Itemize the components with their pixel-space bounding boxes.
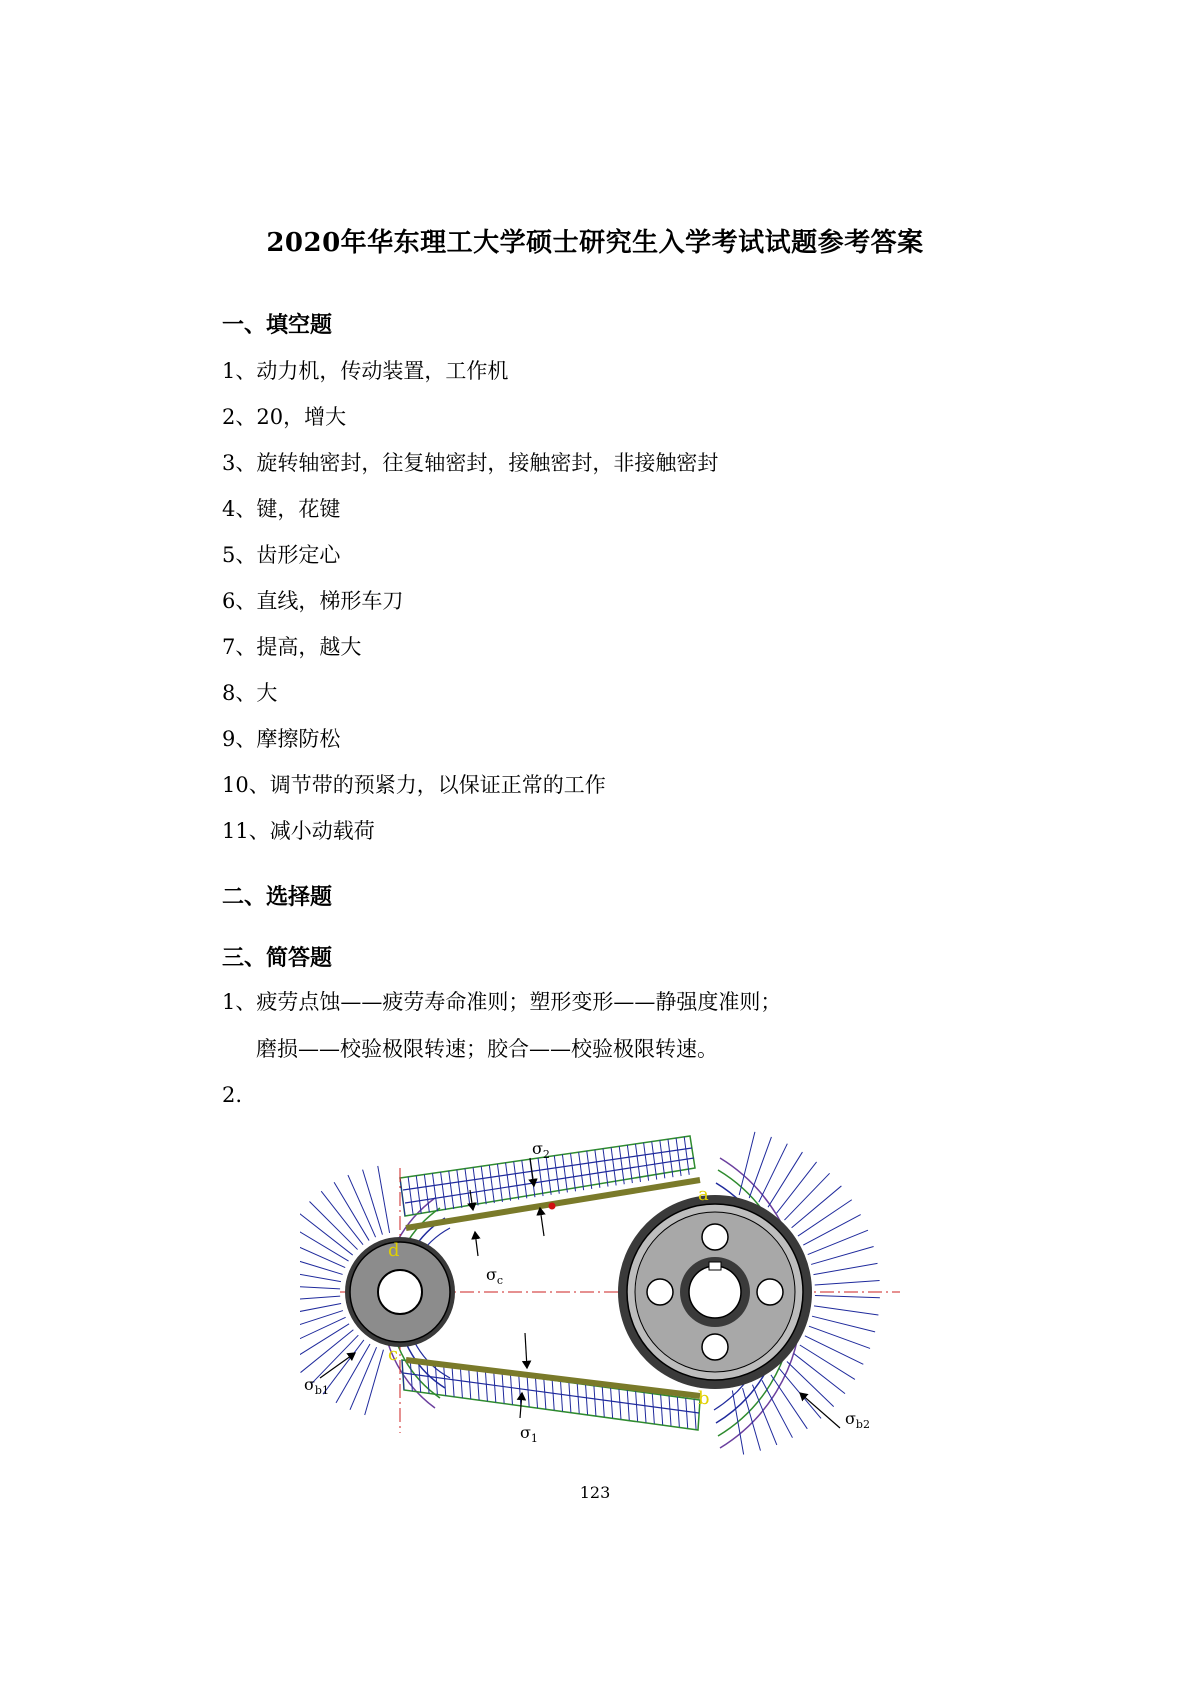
small-pulley: [345, 1237, 455, 1347]
page-title: 2020年华东理工大学硕士研究生入学考试试题参考答案: [266, 228, 924, 258]
label-point-c: c: [388, 1344, 399, 1365]
answer-line: 1、动力机，传动装置，工作机: [222, 359, 509, 383]
belt-marker-dot: [549, 1203, 556, 1210]
answer-line: 4、键，花键: [222, 497, 341, 521]
label-sigmac: $\sigma_c$: [486, 1265, 504, 1287]
answer-line: 5、齿形定心: [222, 543, 341, 567]
section-heading-choice: 二、选择题: [222, 884, 333, 910]
answer-line: 8、大: [222, 681, 278, 705]
upper-belt-span: [400, 1136, 700, 1228]
label-sigmab2: $\sigma_{b2}$: [845, 1409, 870, 1431]
answer-line: 2、20，增大: [222, 405, 347, 429]
answer-line: 11、减小动载荷: [222, 819, 375, 843]
question-number: 2.: [222, 1083, 243, 1107]
label-sigmab1: $\sigma_{b1}$: [304, 1375, 329, 1397]
label-point-a: a: [698, 1184, 709, 1205]
answer-line: 9、摩擦防松: [222, 727, 341, 751]
label-sigma2: $\sigma_2$: [532, 1139, 550, 1161]
large-pulley: [618, 1195, 812, 1389]
label-sigma1: $\sigma_1$: [520, 1423, 538, 1445]
answer-line: 磨损——校验极限转速；胶合——校验极限转速。: [256, 1037, 718, 1061]
answer-line: 7、提高，越大: [222, 635, 362, 659]
page-number: 123: [579, 1483, 611, 1502]
label-point-b: b: [698, 1388, 710, 1409]
answer-line: 1、疲劳点蚀——疲劳寿命准则；塑形变形——静强度准则；: [222, 990, 782, 1014]
belt-stress-diagram: [300, 1128, 940, 1458]
section-heading-short-answer: 三、简答题: [222, 945, 333, 971]
section-heading-fill-blank: 一、填空题: [222, 312, 333, 338]
answer-line: 3、旋转轴密封，往复轴密封，接触密封，非接触密封: [222, 451, 719, 475]
lower-belt-span: [402, 1360, 700, 1430]
answer-line: 10、调节带的预紧力，以保证正常的工作: [222, 773, 606, 797]
label-point-d: d: [388, 1240, 400, 1261]
answer-line: 6、直线，梯形车刀: [222, 589, 404, 613]
